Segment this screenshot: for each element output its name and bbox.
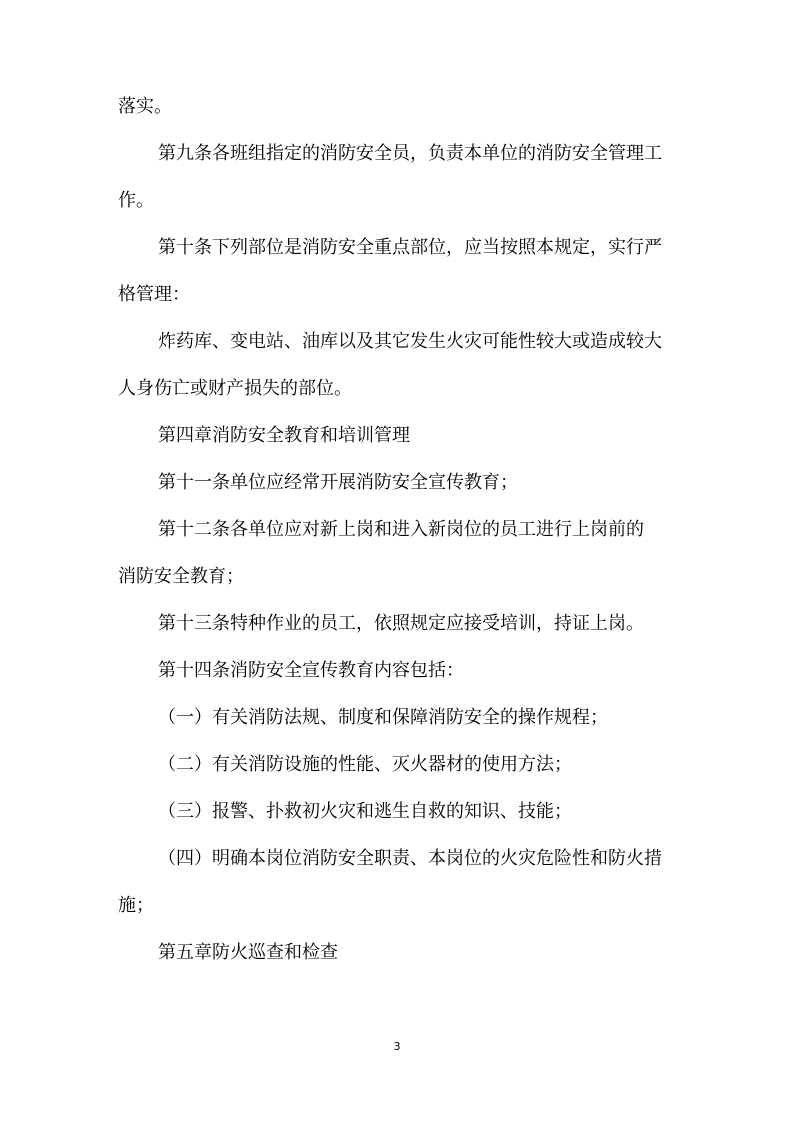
text-line: 消防安全教育； [118,566,244,587]
chapter-heading-4: 第四章消防安全教育和培训管理 [158,425,410,446]
paragraph-article-12: 第十二条各单位应对新上岗和进入新岗位的员工进行上岗前的 [158,519,644,540]
list-item-3: （三）报警、扑救初火灾和逃生自救的知识、技能； [158,801,572,822]
text-line: 施； [118,895,154,916]
text-line: 作。 [118,190,154,211]
list-item-1: （一）有关消防法规、制度和保障消防安全的操作规程； [158,707,608,728]
page-number: 3 [393,1040,401,1053]
paragraph-article-13: 第十三条特种作业的员工，依照规定应接受培训，持证上岗。 [158,613,644,634]
list-item-4: （四）明确本岗位消防安全职责、本岗位的火灾危险性和防火措 [158,848,662,869]
paragraph-article-10: 第十条下列部位是消防安全重点部位，应当按照本规定，实行严 [158,237,662,258]
paragraph-article-11: 第十一条单位应经常开展消防安全宣传教育； [158,472,518,493]
text-line: 格管理： [118,284,190,305]
paragraph-key-locations: 炸药库、变电站、油库以及其它发生火灾可能性较大或造成较大 [158,331,662,352]
list-item-2: （二）有关消防设施的性能、灭火器材的使用方法； [158,754,572,775]
chapter-heading-5: 第五章防火巡查和检查 [158,942,338,963]
text-line: 落实。 [118,96,172,117]
text-line: 人身伤亡或财产损失的部位。 [118,378,352,399]
paragraph-article-9: 第九条各班组指定的消防安全员，负责本单位的消防安全管理工 [158,143,662,164]
paragraph-article-14: 第十四条消防安全宣传教育内容包括： [158,660,464,681]
